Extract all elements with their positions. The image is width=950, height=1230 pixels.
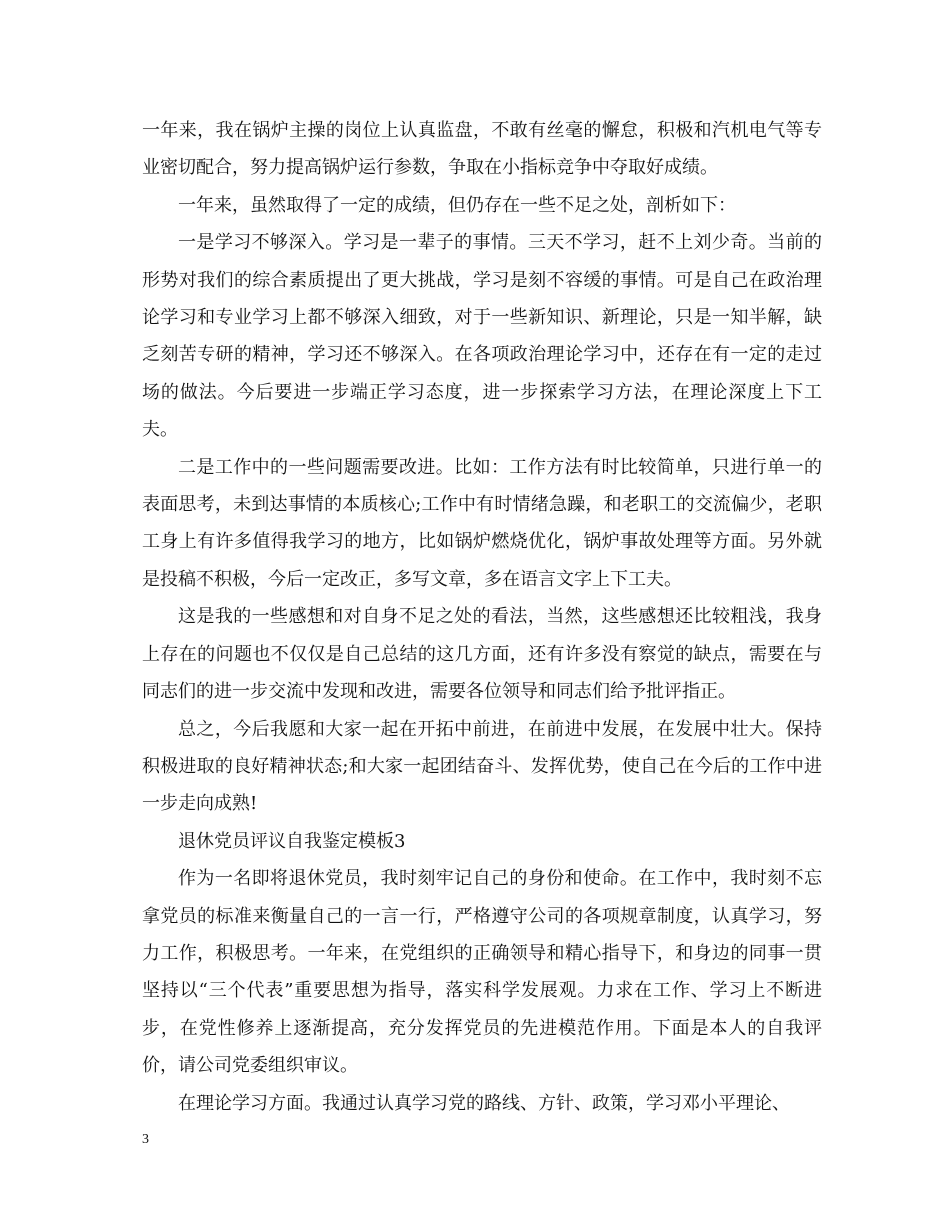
paragraph-5: 这是我的一些感想和对自身不足之处的看法，当然，这些感想还比较粗浅，我身上存在的问题也不仅仅是自己总结的这几方面，还有许多没有察觉的缺点，需要在与同志们的进一步交流中发现和改进，需要各位领导和同志们给予批评指正。 xyxy=(142,606,822,703)
paragraph-1: 一年来，我在锅炉主操的岗位上认真监盘，不敢有丝毫的懈怠，积极和汽机电气等专业密切配合，努力提高锅炉运行参数，争取在小指标竞争中夺取好成绩。 xyxy=(142,120,822,179)
paragraph-3: 一是学习不够深入。学习是一辈子的事情。三天不学习，赶不上刘少奇。当前的形势对我们的综合素质提出了更大挑战，学习是刻不容缓的事情。可是自己在政治理论学习和专业学习上都不够深入细致，对于一些新知识、新理论，只是一知半解，缺乏刻苦专研的精神，学习还不够深入。在各项政治理论学习中，还存在有一定的走过场的做法。今后要进一步端正学习态度，进一步探索学习方法，在理论深度上下工夫。 xyxy=(142,232,822,441)
page-number: 3 xyxy=(142,1132,149,1147)
section-heading: 退休党员评议自我鉴定模板3 xyxy=(178,830,406,852)
paragraph-8: 在理论学习方面。我通过认真学习党的路线、方针、政策，学习邓小平理论、 xyxy=(178,1092,790,1114)
paragraph-7: 作为一名即将退休党员，我时刻牢记自己的身份和使命。在工作中，我时刻不忘拿党员的标准来衡量自己的一言一行，严格遵守公司的各项规章制度，认真学习，努力工作，积极思考。一年来，在党组织的正确领导和精心指导下，和身边的同事一贯坚持以“三个代表”重要思想为指导，落实科学发展观。力求在工作、学习上不断进步，在党性修养上逐渐提高，充分发挥党员的先进模范作用。下面是本人的自我评价，请公司党委组织审议。 xyxy=(142,868,822,1077)
paragraph-4: 二是工作中的一些问题需要改进。比如：工作方法有时比较简单，只进行单一的表面思考，未到达事情的本质核心;工作中有时情绪急躁，和老职工的交流偏少，老职工身上有许多值得我学习的地方，比如锅炉燃烧优化，锅炉事故处理等方面。另外就是投稿不积极，今后一定改正，多写文章，多在语言文字上下工夫。 xyxy=(142,456,822,590)
document-body xyxy=(142,112,822,1122)
paragraph-6: 总之，今后我愿和大家一起在开拓中前进，在前进中发展，在发展中壮大。保持积极进取的良好精神状态;和大家一起团结奋斗、发挥优势，使自己在今后的工作中进一步走向成熟! xyxy=(142,718,822,815)
paragraph-2: 一年来，虽然取得了一定的成绩，但仍存在一些不足之处，剖析如下： xyxy=(178,194,736,216)
